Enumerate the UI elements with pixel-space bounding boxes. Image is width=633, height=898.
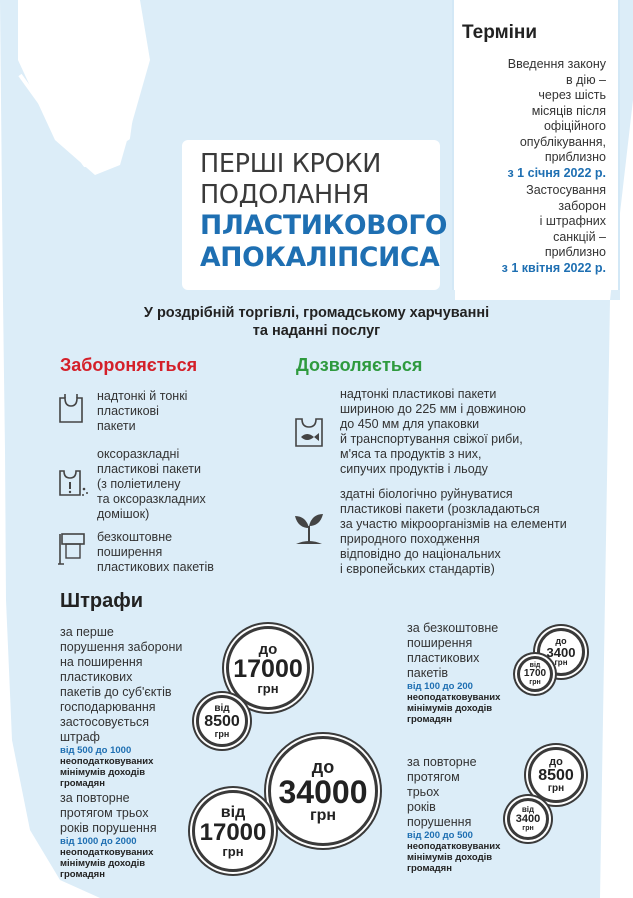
coin-top: від <box>220 803 246 821</box>
fine-text-line: порушення заборони <box>60 640 183 654</box>
terms-paragraph-2 <box>456 183 606 276</box>
fine-unit: неоподатковуваних <box>60 847 154 858</box>
fine-range: від 500 до 1000 <box>60 745 132 756</box>
coin-top: від <box>214 702 230 714</box>
terms-heading: Терміни <box>462 22 538 43</box>
fine-unit: неоподатковуваних <box>407 692 501 703</box>
fine-unit: громадян <box>60 869 105 880</box>
fine-text-line: пакетів <box>407 666 449 680</box>
fine-unit: громадян <box>407 714 452 725</box>
terms-text: заборон <box>558 198 606 213</box>
coin-top: від <box>529 662 541 669</box>
prohibited-item-3 <box>97 530 214 575</box>
terms-text: місяців після <box>531 103 606 118</box>
terms-text: Застосування <box>526 183 606 197</box>
fine-text-line: протягом трьох <box>60 806 149 820</box>
fine-range: від 100 до 200 <box>407 681 473 692</box>
coin-top: до <box>311 757 335 777</box>
fine-text-line: протягом <box>407 770 460 784</box>
coin-from-8500 <box>196 695 248 747</box>
terms-text: Введення закону <box>507 57 606 71</box>
section-title-line: та наданні послуг <box>252 323 381 339</box>
prohibited-item-2 <box>97 447 206 522</box>
coin-unit: грн <box>309 807 337 824</box>
terms-text: офіційного <box>543 119 606 133</box>
fine-range: від 1000 до 2000 <box>60 836 137 847</box>
title-line-3: ПЛАСТИКОВОГО <box>200 210 448 241</box>
fine-unit: громадян <box>407 863 452 874</box>
fine-text-line: за повторне <box>407 755 477 769</box>
section-title-line: У роздрібній торгівлі, громадському харчуванні <box>143 305 490 321</box>
item-text: домішок) <box>97 507 150 521</box>
fines-heading: Штрафи <box>60 590 144 612</box>
title-line-2: ПОДОЛАННЯ <box>200 180 370 210</box>
item-text: здатні біологічно руйнуватися <box>340 487 513 501</box>
fine-unit: мінімумів доходів <box>60 858 146 869</box>
terms-paragraph-1 <box>456 57 606 181</box>
item-text: надтонкі пластикові пакети <box>340 387 497 401</box>
item-text: безкоштовне <box>97 530 173 544</box>
allowed-heading: Дозволяється <box>296 355 423 375</box>
terms-text: в дію – <box>566 72 606 87</box>
coin-value: 17000 <box>199 818 267 846</box>
fine-text-line: пластикових <box>407 651 480 665</box>
coin-value: 3400 <box>515 813 541 825</box>
fine-unit: громадян <box>60 778 105 789</box>
terms-date-1: з 1 січня 2022 р. <box>507 165 606 180</box>
allowed-item-2 <box>340 487 567 577</box>
fine-text-line: пластикових <box>60 670 133 684</box>
fine-text-line: пакетів до суб'єктів <box>60 685 172 699</box>
terms-text: приблизно <box>544 150 606 164</box>
coin-value: 17000 <box>233 654 303 683</box>
item-text: й транспортування свіжої риби, <box>340 432 523 446</box>
item-text: і європейських стандартів) <box>340 562 495 576</box>
item-text: сипучих продуктів і льоду <box>340 462 488 476</box>
fine-unit: мінімумів доходів <box>407 703 493 714</box>
section-title <box>0 304 633 340</box>
coin-unit: грн <box>554 658 568 667</box>
fine-text-line: штраф <box>60 730 100 744</box>
fine-text-line: застосовується <box>60 715 150 729</box>
fine-text-line: за безкоштовне <box>407 621 499 635</box>
item-text: пластикові <box>97 404 159 418</box>
coin-value: 3400 <box>546 645 576 660</box>
fine-unit: неоподатковуваних <box>407 841 501 852</box>
item-text: природного походження <box>340 532 480 546</box>
item-text: оксоразкладні <box>97 447 180 461</box>
coin-up-to-34000 <box>268 736 378 846</box>
coin-unit: грн <box>522 825 534 832</box>
coin-value: 8500 <box>204 712 240 730</box>
fine-text-line: господарювання <box>60 700 156 714</box>
coin-top: від <box>521 805 535 814</box>
terms-text: і штрафних <box>539 214 606 228</box>
coin-from-17000 <box>192 790 274 872</box>
item-text: за участю мікроорганізмів на елементи <box>340 517 567 531</box>
fine-unit: мінімумів доходів <box>60 767 146 778</box>
coin-unit: грн <box>222 843 244 859</box>
coin-unit: грн <box>529 679 541 686</box>
coin-top: до <box>549 755 563 768</box>
item-text: до 450 мм для упаковки <box>340 417 480 431</box>
coin-from-3400 <box>507 798 549 840</box>
coin-top: до <box>258 640 278 658</box>
title-line-4: АПОКАЛІПСИСА <box>200 242 440 273</box>
item-text: надтонкі й тонкі <box>97 389 188 403</box>
fine-free-distribution <box>407 621 527 725</box>
fine-repeat-violation <box>60 791 205 880</box>
fine-text-line: за перше <box>60 625 114 639</box>
fine-unit: мінімумів доходів <box>407 852 493 863</box>
fine-text-line: років порушення <box>60 821 157 835</box>
coin-unit: грн <box>547 782 565 794</box>
terms-date-2: з 1 квітня 2022 р. <box>501 260 606 275</box>
item-text: пакети <box>97 419 136 433</box>
item-text: пластикових пакетів <box>97 560 214 574</box>
bag-roll-dispenser-icon <box>56 530 88 566</box>
coin-top: до <box>555 636 567 646</box>
item-text: шириною до 225 мм і довжиною <box>340 402 526 416</box>
coin-unit: грн <box>257 680 279 696</box>
plastic-bag-icon <box>58 392 84 424</box>
coin-unit: грн <box>214 728 230 739</box>
oxo-degradable-bag-icon <box>58 465 90 499</box>
terms-text: приблизно <box>544 245 606 259</box>
item-text: м'яса та продуктів з них, <box>340 447 482 461</box>
fish-bag-icon <box>294 412 324 448</box>
fine-unit: неоподатковуваних <box>60 756 154 767</box>
sprout-icon <box>292 508 326 548</box>
item-text: пластикові пакети <box>97 462 201 476</box>
fine-text-line: за повторне <box>60 791 130 805</box>
fine-range: від 200 до 500 <box>407 830 473 841</box>
fine-text-line: трьох <box>407 785 440 799</box>
fine-text-line: років <box>407 800 436 814</box>
fine-text-line: поширення <box>407 636 473 650</box>
prohibited-item-1 <box>97 389 187 434</box>
prohibited-heading: Забороняється <box>60 355 198 375</box>
coin-value: 8500 <box>538 766 574 784</box>
coin-value: 34000 <box>278 774 368 810</box>
terms-text: санкцій – <box>553 229 606 244</box>
coin-up-to-17000 <box>226 626 310 710</box>
item-text: відповідно до національних <box>340 547 501 561</box>
coin-up-to-8500 <box>528 747 584 803</box>
allowed-item-1 <box>340 387 526 477</box>
item-text: поширення <box>97 545 163 559</box>
item-text: та оксоразкладних <box>97 492 206 506</box>
item-text: (з поліетилену <box>97 477 181 491</box>
terms-text: через шість <box>538 88 606 102</box>
fine-text-line: порушення <box>407 815 472 829</box>
item-text: пластикові пакети (розкладаються <box>340 502 540 516</box>
fine-text-line: на поширення <box>60 655 143 669</box>
title-line-1: ПЕРШІ КРОКИ <box>200 149 381 179</box>
terms-text: опублікування, <box>519 134 606 149</box>
coin-from-1700 <box>517 656 553 692</box>
coin-value: 1700 <box>523 668 547 679</box>
